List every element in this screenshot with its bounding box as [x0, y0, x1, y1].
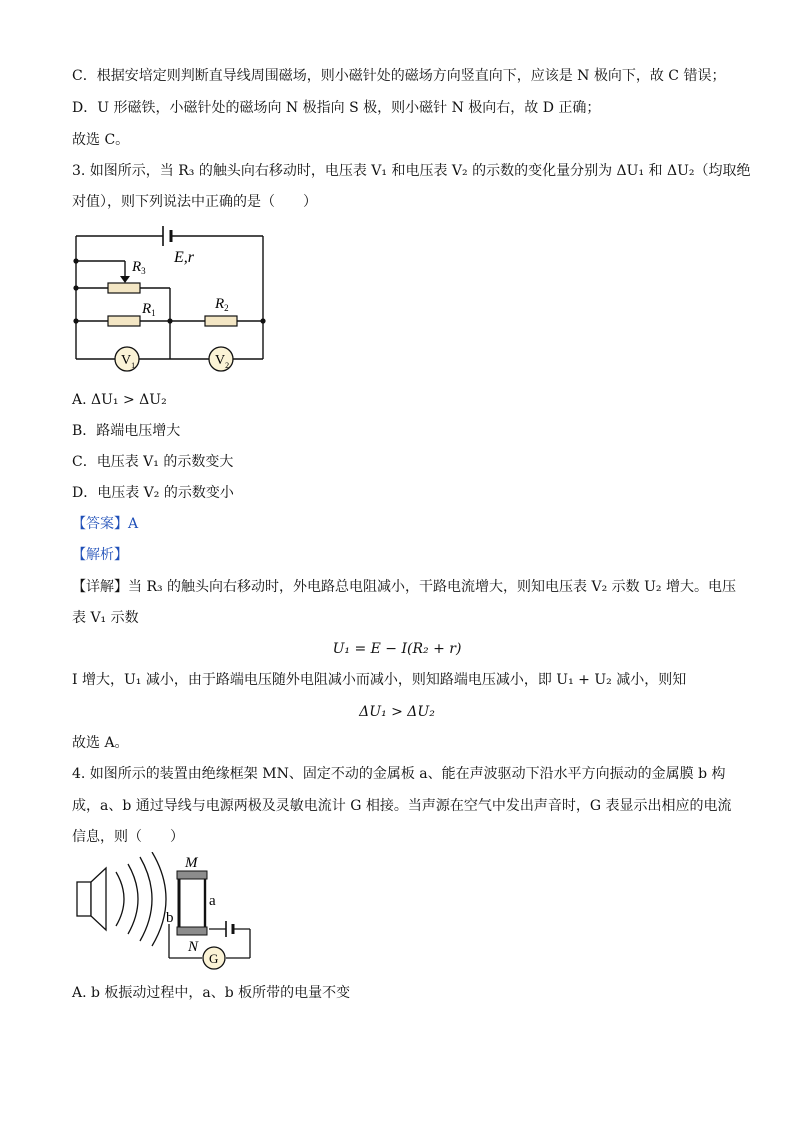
- v2-subscript: 2: [225, 361, 230, 370]
- resistor-r3: [108, 283, 140, 293]
- q4-stem-line3: 信息，则（ ）: [72, 829, 184, 845]
- plate-a-label: a: [209, 893, 216, 909]
- prev-option-d: D．U 形磁铁，小磁针处的磁场向 N 极指向 S 极，则小磁针 N 极向右，故 D 正确；: [72, 100, 601, 116]
- galvanometer-label: G: [209, 951, 219, 966]
- prev-option-c: C．根据安培定则判断直导线周围磁场，则小磁针处的磁场方向竖直向下，应该是 N 极向下，故 C 错误；: [72, 68, 726, 84]
- r1-label: R: [142, 301, 152, 317]
- q3-option-b: B．路端电压增大: [72, 423, 181, 439]
- r3-subscript: 3: [141, 266, 146, 276]
- junction-dot: [73, 318, 78, 323]
- q3-stem-line2: 对值），则下列说法中正确的是（ ）: [72, 194, 317, 210]
- q3-option-a: A. ΔU₁ > ΔU₂: [72, 392, 167, 408]
- q3-option-c: C．电压表 V₁ 的示数变大: [72, 454, 234, 470]
- v1-subscript: 1: [131, 361, 136, 370]
- analysis-label: 【解析】: [72, 547, 128, 563]
- svg-text:R3: [131, 259, 146, 276]
- v1-label: V: [121, 353, 132, 368]
- q4-stem-line1: 4. 如图所示的装置由绝缘框架 MN、固定不动的金属板 a、能在声波驱动下沿水平方向振动的金属膜 b 构: [72, 766, 726, 782]
- junction-dot: [260, 318, 265, 323]
- emf-label: E,r: [174, 249, 194, 266]
- r2-label: R: [215, 296, 225, 312]
- detail-line2: 表 V₁ 示数: [72, 610, 139, 626]
- detail-line1: 【详解】当 R₃ 的触头向右移动时，外电路总电阻减小，干路电流增大，则知电压表 V₂ 示数 U₂ 增大。电压: [72, 579, 736, 595]
- q4-option-a: A. b 板振动过程中，a、b 板所带的电量不变: [72, 985, 351, 1001]
- sound-waves-icon: [116, 852, 166, 946]
- equation-1: U₁ = E − I(R₂ + r): [332, 641, 462, 657]
- svg-text:R2: [214, 296, 229, 313]
- junction-dot: [73, 285, 78, 290]
- q3-option-d: D．电压表 V₂ 的示数变小: [72, 485, 234, 501]
- frame-n-label: N: [188, 939, 199, 955]
- prev-choose: 故选 C。: [72, 132, 130, 148]
- frame-n: [177, 927, 207, 935]
- junction-dot: [73, 258, 78, 263]
- frame-m-label: M: [185, 855, 198, 871]
- choose-answer: 故选 A。: [72, 735, 129, 751]
- speaker-icon: [77, 868, 106, 930]
- q3-stem-line1: 3. 如图所示，当 R₃ 的触头向右移动时，电压表 V₁ 和电压表 V₂ 的示数的变化量分别为 ΔU₁ 和 ΔU₂（均取绝: [72, 163, 751, 179]
- v2-label: V: [215, 353, 226, 368]
- detail-line3: I 增大，U₁ 减小，由于路端电压随外电阻减小而减小，则知路端电压减小，即 U₁ + U₂ 减小，则知: [72, 672, 687, 688]
- svg-text:R1: [141, 301, 156, 318]
- answer-label: 【答案】A: [72, 516, 139, 532]
- r3-label: R: [132, 259, 142, 275]
- r1-subscript: 1: [151, 308, 156, 318]
- resistor-r2: [205, 316, 237, 326]
- equation-2: ΔU₁ > ΔU₂: [359, 704, 435, 720]
- resistor-r1: [108, 316, 140, 326]
- membrane-b-label: b: [166, 910, 174, 926]
- q4-stem-line2: 成，a、b 通过导线与电源两极及灵敏电流计 G 相接。当声源在空气中发出声音时，G 表显示出相应的电流: [72, 798, 732, 814]
- slider-arrow-icon: [120, 276, 130, 283]
- junction-dot: [167, 318, 172, 323]
- sound-device-diagram: [72, 852, 262, 972]
- frame-m: [177, 871, 207, 879]
- r2-subscript: 2: [224, 303, 229, 313]
- circuit-diagram: [66, 222, 276, 372]
